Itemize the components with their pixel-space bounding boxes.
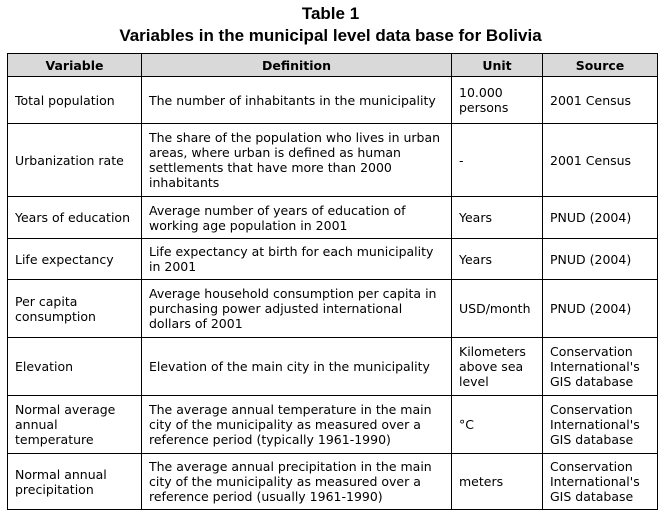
cell-variable: Urbanization rate bbox=[8, 124, 142, 197]
table-row bbox=[8, 454, 658, 510]
cell-definition: The share of the population who lives in urban areas, where urban is defined as human settlements that have more than 2000 inhabitants bbox=[142, 124, 452, 197]
cell-unit: Years bbox=[452, 197, 543, 239]
cell-unit: Kilometers above sea level bbox=[452, 338, 543, 396]
cell-definition: The average annual temperature in the main city of the municipality as measured over a reference period (typically 1961-1990) bbox=[142, 396, 452, 454]
cell-unit: USD/month bbox=[452, 280, 543, 338]
table-subtitle: Variables in the municipal level data base for Bolivia bbox=[119, 26, 542, 45]
header-definition: Definition bbox=[142, 54, 452, 77]
cell-source: PNUD (2004) bbox=[543, 280, 658, 338]
table-row bbox=[8, 338, 658, 396]
cell-source: 2001 Census bbox=[543, 77, 658, 124]
table-row bbox=[8, 77, 658, 124]
cell-variable: Normal annual precipitation bbox=[8, 454, 142, 510]
cell-variable: Life expectancy bbox=[8, 239, 142, 280]
cell-unit: 10.000 persons bbox=[452, 77, 543, 124]
cell-definition: Average number of years of education of working age population in 2001 bbox=[142, 197, 452, 239]
cell-source: 2001 Census bbox=[543, 124, 658, 197]
table-title: Table 1 bbox=[301, 4, 360, 23]
cell-variable: Total population bbox=[8, 77, 142, 124]
header-row bbox=[8, 54, 658, 77]
cell-source: PNUD (2004) bbox=[543, 197, 658, 239]
header-variable: Variable bbox=[8, 54, 142, 77]
cell-source: Conservation International's GIS database bbox=[543, 454, 658, 510]
table-row bbox=[8, 239, 658, 280]
cell-source: PNUD (2004) bbox=[543, 239, 658, 280]
table-row bbox=[8, 396, 658, 454]
cell-variable: Elevation bbox=[8, 338, 142, 396]
table-row bbox=[8, 124, 658, 197]
cell-definition: Average household consumption per capita in purchasing power adjusted international dollars of 2001 bbox=[142, 280, 452, 338]
cell-unit: Years bbox=[452, 239, 543, 280]
cell-unit: °C bbox=[452, 396, 543, 454]
cell-definition: The average annual precipitation in the main city of the municipality as measured over a reference period (usually 1961-1990) bbox=[142, 454, 452, 510]
cell-unit: - bbox=[452, 124, 543, 197]
table-row bbox=[8, 197, 658, 239]
cell-definition: Life expectancy at birth for each municipality in 2001 bbox=[142, 239, 452, 280]
cell-variable: Normal average annual temperature bbox=[8, 396, 142, 454]
cell-unit: meters bbox=[452, 454, 543, 510]
variables-table bbox=[7, 53, 658, 510]
cell-source: Conservation International's GIS database bbox=[543, 338, 658, 396]
header-unit: Unit bbox=[452, 54, 543, 77]
cell-source: Conservation International's GIS database bbox=[543, 396, 658, 454]
cell-definition: Elevation of the main city in the municipality bbox=[142, 338, 452, 396]
title-block bbox=[0, 0, 661, 46]
cell-definition: The number of inhabitants in the municipality bbox=[142, 77, 452, 124]
table-row bbox=[8, 280, 658, 338]
header-source: Source bbox=[543, 54, 658, 77]
cell-variable: Per capita consumption bbox=[8, 280, 142, 338]
cell-variable: Years of education bbox=[8, 197, 142, 239]
